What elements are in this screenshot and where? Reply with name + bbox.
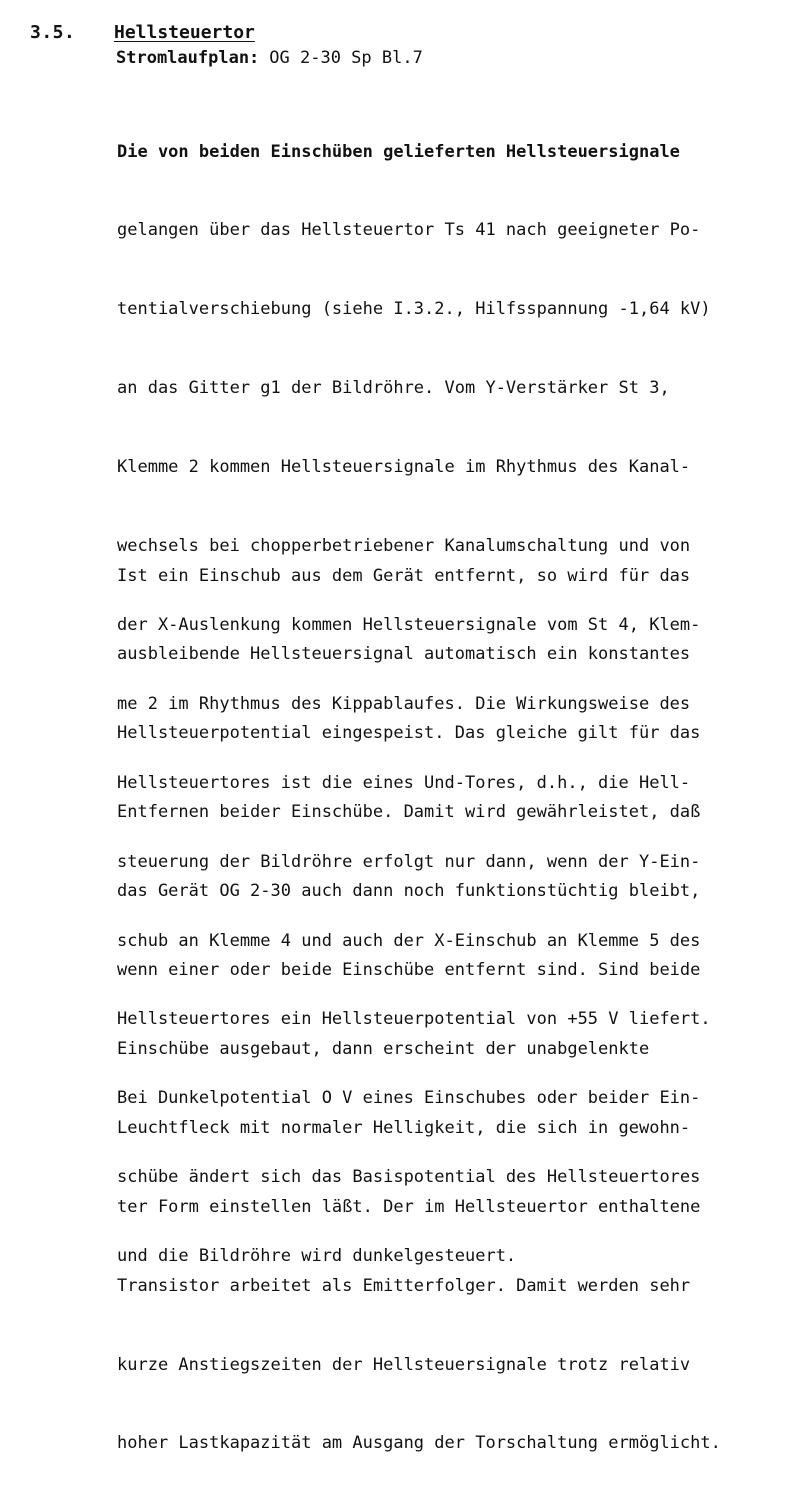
paragraph-line: Klemme 2 kommen Hellsteuersignale im Rhythmus des Kanal- <box>117 457 691 478</box>
paragraph-line: gelangen über das Hellsteuertor Ts 41 nach geeigneter Po- <box>117 220 701 241</box>
circuit-reference-value: OG 2-30 Sp Bl.7 <box>269 48 423 68</box>
paragraph-line: tentialverschiebung (siehe I.3.2., Hilfsspannung -1,64 kV) <box>117 299 711 320</box>
paragraph-line: Entfernen beider Einschübe. Damit wird gewährleistet, daß <box>117 802 701 823</box>
section-title: Hellsteuertor <box>114 22 255 43</box>
paragraph-line: kurze Anstiegszeiten der Hellsteuersignale trotz relativ <box>117 1354 691 1375</box>
paragraph-line: schübe ändert sich das Basispotential des Hellsteuertores <box>117 1167 701 1188</box>
paragraph-line: der X-Auslenkung kommen Hellsteuersignale vom St 4, Klem- <box>117 614 701 635</box>
paragraph-line: steuerung der Bildröhre erfolgt nur dann, wenn der Y-Ein- <box>117 851 701 872</box>
paragraph-line: Leuchtfleck mit normaler Helligkeit, die sich in gewohn- <box>117 1117 691 1138</box>
paragraph-line: Transistor arbeitet als Emitterfolger. Damit werden sehr <box>117 1275 691 1296</box>
paragraph-line: an das Gitter g1 der Bildröhre. Vom Y-Verstärker St 3, <box>117 378 670 399</box>
paragraph-line: und die Bildröhre wird dunkelgesteuert. <box>117 1246 517 1267</box>
paragraph-line: Hellsteuertores ein Hellsteuerpotential von +55 V liefert. <box>117 1009 711 1030</box>
section-number: 3.5. <box>30 22 76 43</box>
paragraph-line: Hellsteuertores ist die eines Und-Tores, d.h., die Hell- <box>117 772 691 793</box>
paragraph-line: ter Form einstellen läßt. Der im Hellsteuertor enthaltene <box>117 1196 701 1217</box>
paragraph-line: hoher Lastkapazität am Ausgang der Torschaltung ermöglicht. <box>117 1433 721 1454</box>
paragraph-2 <box>117 510 721 1509</box>
paragraph-line: das Gerät OG 2-30 auch dann noch funktionstüchtig bleibt, <box>117 881 701 902</box>
paragraph-line: Hellsteuerpotential eingespeist. Das gleiche gilt für das <box>117 723 701 744</box>
paragraph-line: wenn einer oder beide Einschübe entfernt sind. Sind beide <box>117 960 701 981</box>
paragraph-line: Bei Dunkelpotential O V eines Einschubes oder beider Ein- <box>117 1088 701 1109</box>
paragraph-line: ausbleibende Hellsteuersignal automatisch ein konstantes <box>117 644 691 665</box>
paragraph-line: Die von beiden Einschüben gelieferten Hellsteuersignale <box>117 141 680 162</box>
paragraph-line: wechsels bei chopperbetriebener Kanalumschaltung und von <box>117 536 691 557</box>
circuit-reference-label: Stromlaufplan: <box>116 48 260 68</box>
circuit-reference <box>116 48 423 68</box>
paragraph-line: Ist ein Einschub aus dem Gerät entfernt, so wird für das <box>117 565 691 586</box>
paragraph-line: me 2 im Rhythmus des Kippablaufes. Die Wirkungsweise des <box>117 693 691 714</box>
paragraph-line: schub an Klemme 4 und auch der X-Einschub an Klemme 5 des <box>117 930 701 951</box>
paragraph-line: Einschübe ausgebaut, dann erscheint der unabgelenkte <box>117 1038 650 1059</box>
